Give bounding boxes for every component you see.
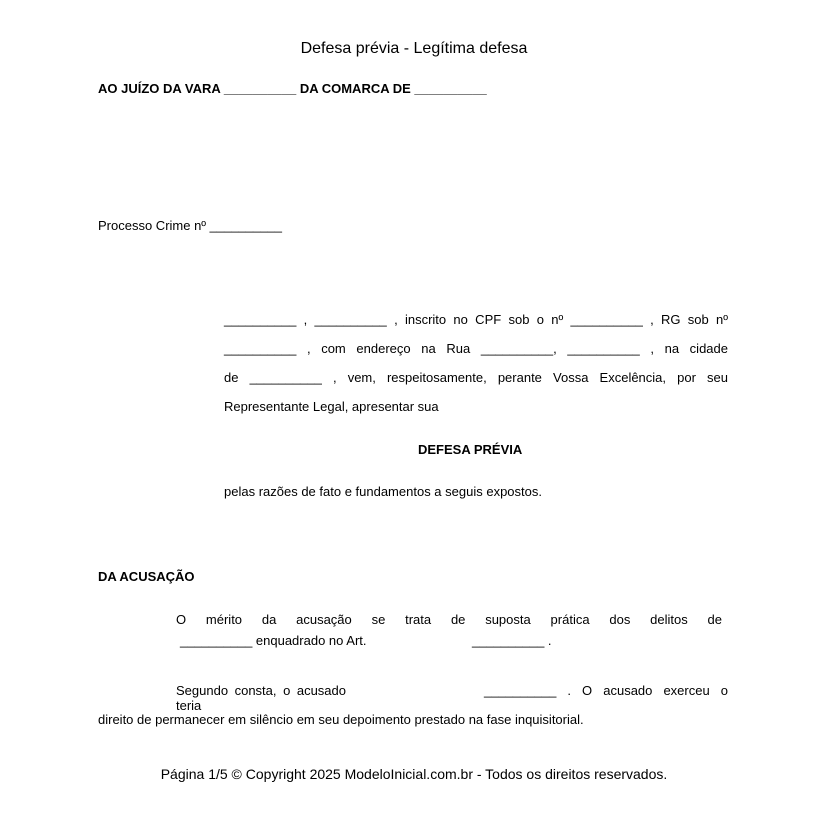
accusation-paragraph-1-line-1: O mérito da acusação se trata de suposta prática dos delitos de bbox=[176, 612, 722, 627]
reasons-line: pelas razões de fato e fundamentos a seguis expostos. bbox=[224, 484, 542, 499]
defense-title: DEFESA PRÉVIA bbox=[418, 442, 523, 457]
accusation-paragraph-1-line-2-start: __________ enquadrado no Art. bbox=[180, 633, 367, 648]
accusation-paragraph-2-line-1-start: Segundo consta, o acusado teria bbox=[176, 683, 346, 713]
process-number-line: Processo Crime nº __________ bbox=[98, 218, 282, 233]
document-title: Defesa prévia - Legítima defesa bbox=[300, 40, 528, 57]
accusation-paragraph-2-line-1-end: __________ . O acusado exerceu o bbox=[484, 683, 728, 698]
accusation-paragraph-1-line-2-end: __________ . bbox=[472, 633, 552, 648]
court-header: AO JUÍZO DA VARA __________ DA COMARCA DE __________ bbox=[98, 81, 487, 96]
accusation-paragraph-2-line-2: direito de permanecer em silêncio em seu depoimento prestado na fase inquisitorial. bbox=[98, 712, 584, 727]
intro-line-3: de __________ , vem, respeitosamente, perante Vossa Excelência, por seu bbox=[224, 370, 728, 385]
page-footer: Página 1/5 © Copyright 2025 ModeloInicial.com.br - Todos os direitos reservados. bbox=[160, 766, 668, 782]
intro-line-2: __________ , com endereço na Rua __________, __________ , na cidade bbox=[224, 341, 728, 356]
intro-line-4: Representante Legal, apresentar sua bbox=[224, 399, 439, 414]
intro-line-1: __________ , __________ , inscrito no CPF sob o nº __________ , RG sob nº bbox=[224, 312, 728, 327]
section-heading-accusation: DA ACUSAÇÃO bbox=[98, 569, 195, 584]
